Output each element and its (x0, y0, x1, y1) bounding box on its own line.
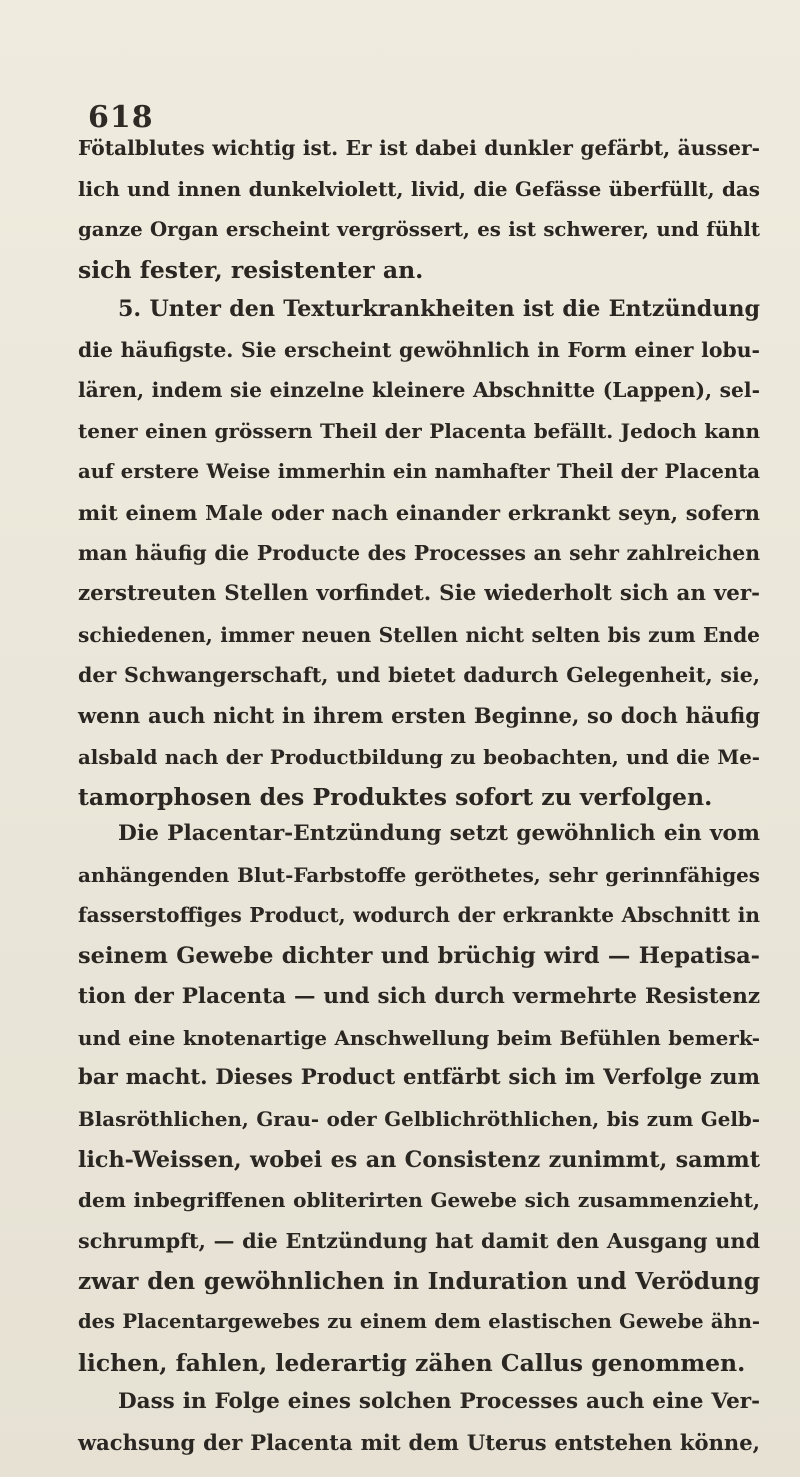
paragraph-2 (78, 289, 760, 818)
text-line: lich-Weissen, wobei es an Consistenz zunimmt, sammt (78, 1146, 760, 1173)
text-line: zerstreuten Stellen vorfindet. Sie wiederholt sich an ver- (78, 580, 760, 606)
paragraph-3 (78, 814, 760, 1384)
text-line: 5. Unter den Texturkrankheiten ist die Entzündung (118, 296, 760, 322)
text-line: wachsung der Placenta mit dem Uterus entstehen könne, (78, 1429, 760, 1455)
text-line: zwar den gewöhnlichen in Induration und Verödung (78, 1267, 760, 1295)
text-line: des Placentargewebes zu einem dem elastischen Gewebe ähn- (78, 1310, 760, 1334)
text-line: sich fester, resistenter an. (78, 256, 424, 285)
text-line: mit einem Male oder nach einander erkrankt seyn, sofern (78, 499, 760, 525)
text-line: anhängenden Blut-Farbstoffe geröthetes, sehr gerinnfähiges (78, 862, 760, 887)
text-line: alsbald nach der Productbildung zu beobachten, und die Me- (78, 744, 760, 769)
text-line: fasserstoffiges Product, wodurch der erkrankte Abschnitt in (78, 903, 760, 928)
text-line: tion der Placenta — und sich durch vermehrte Resistenz (78, 983, 760, 1009)
text-line: seinem Gewebe dichter und brüchig wird — Hepatisa- (78, 943, 760, 970)
text-line: dem inbegriffenen obliterirten Gewebe sich zusammenzieht, (78, 1188, 760, 1213)
text-line: der Schwangerschaft, und bietet dadurch Gelegenheit, sie, (78, 663, 760, 688)
text-line: Fötalblutes wichtig ist. Er ist dabei dunkler gefärbt, äusser- (78, 136, 760, 160)
text-line: auf erstere Weise immerhin ein namhafter Theil der Placenta (78, 459, 760, 483)
text-line: tamorphosen des Produktes sofort zu verfolgen. (78, 783, 713, 812)
text-line: man häufig die Producte des Processes an sehr zahlreichen (78, 541, 760, 566)
text-line: die häufigste. Sie erscheint gewöhnlich in Form einer lobu- (78, 337, 760, 362)
text-line: lären, indem sie einzelne kleinere Abschnitte (Lappen), sel- (78, 378, 760, 403)
text-line: tener einen grössern Theil der Placenta befällt. Jedoch kann (78, 419, 760, 444)
page-number: 618 (88, 100, 154, 135)
paragraph-4 (78, 1382, 760, 1463)
text-line: schiedenen, immer neuen Stellen nicht selten bis zum Ende (78, 622, 760, 647)
text-line: Dass in Folge eines solchen Processes auch eine Ver- (118, 1389, 760, 1414)
text-line: Die Placentar-Entzündung setzt gewöhnlich ein vom (118, 821, 760, 846)
text-line: bar macht. Dieses Product entfärbt sich im Verfolge zum (78, 1065, 760, 1091)
text-line: lich und innen dunkelviolett, livid, die Gefässe überfüllt, das (78, 176, 760, 201)
text-line: wenn auch nicht in ihrem ersten Beginne, so doch häufig (78, 703, 760, 729)
text-line: Blasröthlichen, Grau- oder Gelblichröthlichen, bis zum Gelb- (78, 1106, 760, 1131)
paragraph-1 (78, 128, 760, 291)
text-line: ganze Organ erscheint vergrössert, es ist schwerer, und fühlt (78, 217, 760, 242)
text-line: schrumpft, — die Entzündung hat damit den Ausgang und (78, 1228, 760, 1254)
text-line: und eine knotenartige Anschwellung beim Befühlen bemerk- (78, 1025, 760, 1050)
text-line: lichen, fahlen, lederartig zähen Callus genommen. (78, 1349, 746, 1378)
